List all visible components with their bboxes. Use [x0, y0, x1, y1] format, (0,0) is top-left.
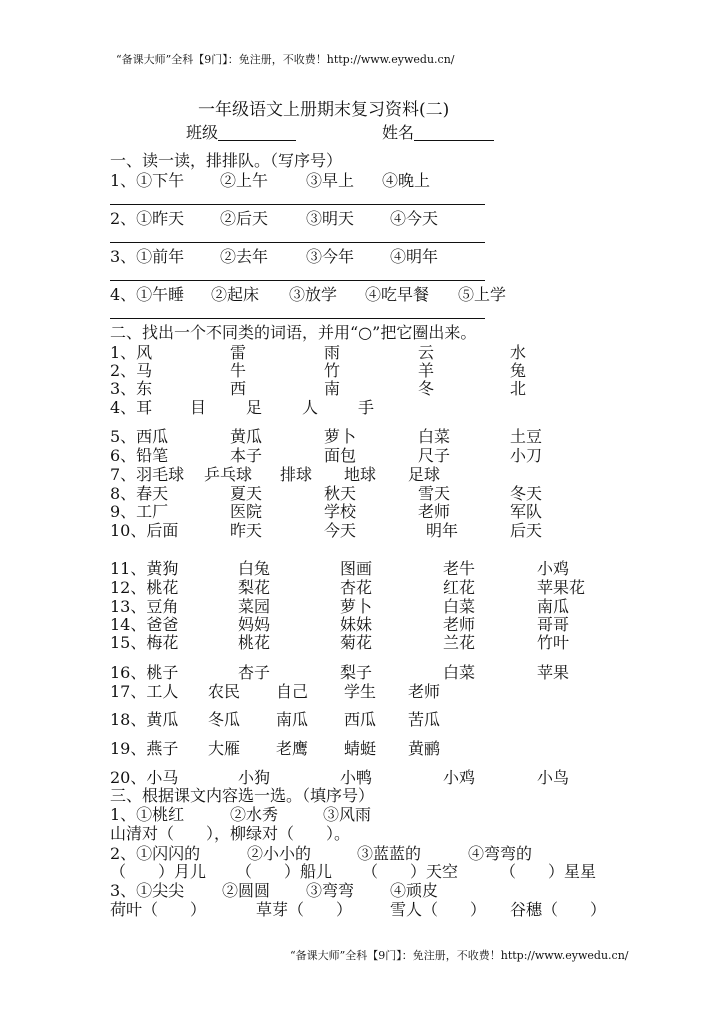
section1-item: ②上午 [220, 171, 269, 190]
class-label: 班级 [186, 123, 219, 142]
answer-line [110, 242, 485, 243]
section2-item: 杏子 [238, 663, 271, 682]
section2-item: 地球 [344, 465, 377, 484]
section2-item: 水 [510, 343, 527, 362]
fill-blank: 荷叶（ ） [110, 900, 207, 919]
section2-item: 4、耳 [110, 398, 153, 417]
section2-item: 老鹰 [276, 739, 309, 758]
section2-item: 哥哥 [537, 615, 570, 634]
section2-item: 杏花 [340, 578, 373, 597]
section2-item: 5、西瓜 [110, 427, 169, 446]
section2-item: 小鸡 [443, 768, 476, 787]
section1-item: 1、①下午 [110, 171, 185, 190]
section2-item: 夏天 [230, 484, 263, 503]
fill-blank: （ ）天空 [362, 862, 459, 881]
section2-item: 老师 [443, 615, 476, 634]
section2-item: 蜻蜓 [344, 739, 377, 758]
section2-item: 小鸡 [537, 559, 570, 578]
section2-item: 梨花 [238, 578, 271, 597]
fill-blank: 草芽（ ） [256, 900, 353, 919]
section2-item: 老师 [408, 682, 441, 701]
section2-item: 17、工人 [110, 682, 179, 701]
section2-item: 目 [190, 398, 207, 417]
section2-item: 白菜 [418, 427, 451, 446]
section2-item: 菊花 [340, 633, 373, 652]
section2-item: 人 [302, 398, 319, 417]
section2-item: 学生 [344, 682, 377, 701]
section2-item: 13、豆角 [110, 597, 179, 616]
name-blank-line [414, 140, 494, 141]
section2-item: 本子 [230, 446, 263, 465]
section2-item: 手 [358, 398, 375, 417]
section2-item: 后天 [510, 521, 543, 540]
section1-item: ③今年 [306, 247, 355, 266]
section2-item: 白菜 [443, 597, 476, 616]
section2-item: 15、梅花 [110, 633, 179, 652]
fill-blank: （ ）星星 [500, 862, 597, 881]
section2-item: 6、铅笔 [110, 446, 169, 465]
section2-item: 秋天 [324, 484, 357, 503]
section2-item: 妈妈 [238, 615, 271, 634]
section2-item: 面包 [324, 446, 357, 465]
section2-item: 小鸟 [537, 768, 570, 787]
section3-heading: 三、根据课文内容选一选。（填序号） [110, 786, 375, 805]
section2-item: 乒乓球 [204, 465, 253, 484]
section2-item: 黄瓜 [230, 427, 263, 446]
option-item: 2、①闪闪的 [110, 844, 201, 863]
section2-item: 苹果花 [537, 578, 586, 597]
section2-item: 苦瓜 [408, 710, 441, 729]
class-blank-line [218, 140, 296, 141]
section2-item: 梨子 [340, 663, 373, 682]
section2-item: 北 [510, 379, 527, 398]
section2-item: 竹叶 [537, 633, 570, 652]
section2-item: 9、工厂 [110, 502, 169, 521]
section2-item: 12、桃花 [110, 578, 179, 597]
option-item: ②圆圆 [222, 881, 271, 900]
option-item: ②水秀 [230, 805, 279, 824]
section2-item: 红花 [443, 578, 476, 597]
section2-item: 南 [324, 379, 341, 398]
section2-item: 今天 [324, 521, 357, 540]
section2-item: 雪天 [418, 484, 451, 503]
answer-line [110, 280, 485, 281]
section1-item: ④今天 [390, 209, 439, 228]
section2-item: 苹果 [537, 663, 570, 682]
option-item: ③风雨 [323, 805, 372, 824]
section2-item: 足球 [408, 465, 441, 484]
fill-blank: 雪人（ ） [390, 900, 487, 919]
option-item: ④弯弯的 [468, 844, 533, 863]
section2-item: 19、燕子 [110, 739, 179, 758]
section2-item: 兔 [510, 361, 527, 380]
section2-item: 尺子 [418, 446, 451, 465]
section2-item: 军队 [510, 502, 543, 521]
section2-item: 16、桃子 [110, 663, 179, 682]
section2-item: 小刀 [510, 446, 543, 465]
section2-item: 南瓜 [537, 597, 570, 616]
section2-item: 足 [246, 398, 263, 417]
section2-item: 大雁 [208, 739, 241, 758]
fill-blank: 谷穗（ ） [510, 900, 607, 919]
section1-item: 2、①昨天 [110, 209, 185, 228]
section2-item: 冬瓜 [208, 710, 241, 729]
page-title: 一年级语文上册期末复习资料(二) [198, 100, 450, 120]
section2-item: 农民 [208, 682, 241, 701]
section1-item: ③放学 [289, 285, 338, 304]
section2-item: 排球 [280, 465, 313, 484]
section2-item: 羊 [418, 361, 435, 380]
option-item: 1、①桃红 [110, 805, 185, 824]
section2-item: 牛 [230, 361, 247, 380]
option-item: ③弯弯 [306, 881, 355, 900]
section2-item: 1、风 [110, 343, 153, 362]
section2-item: 20、小马 [110, 768, 179, 787]
fill-blank: （ ）月儿 [110, 862, 207, 881]
section1-item: ②起床 [211, 285, 260, 304]
section2-item: 黄鹂 [408, 739, 441, 758]
section2-item: 图画 [340, 559, 373, 578]
section1-heading: 一、读一读，排排队。（写序号） [110, 151, 343, 170]
section2-item: 妹妹 [340, 615, 373, 634]
section2-item: 萝卜 [340, 597, 373, 616]
section1-item: ⑤上学 [458, 285, 507, 304]
section1-item: ③明天 [306, 209, 355, 228]
section2-item: 2、马 [110, 361, 153, 380]
fill-blank: （ ）船儿 [236, 862, 333, 881]
option-item: 3、①尖尖 [110, 881, 185, 900]
answer-line [110, 204, 485, 205]
section2-item: 冬天 [510, 484, 543, 503]
section1-item: 3、①前年 [110, 247, 185, 266]
section2-item: 3、东 [110, 379, 153, 398]
section2-item: 竹 [324, 361, 341, 380]
section2-item: 土豆 [510, 427, 543, 446]
section2-item: 小鸭 [340, 768, 373, 787]
section2-item: 白菜 [443, 663, 476, 682]
section2-item: 兰花 [443, 633, 476, 652]
section2-item: 菜园 [238, 597, 271, 616]
answer-line [110, 318, 485, 319]
header-note: “备课大师”全科【9门】：免注册，不收费！http://www.eywedu.cn/ [116, 53, 455, 66]
section1-item: ③早上 [306, 171, 355, 190]
section2-item: 冬 [418, 379, 435, 398]
section3-q1-fill: 山清对（ ），柳绿对（ ）。 [110, 824, 351, 843]
section2-item: 西瓜 [344, 710, 377, 729]
name-label: 姓名 [382, 123, 415, 142]
section1-item: ②后天 [220, 209, 269, 228]
section2-item: 老师 [418, 502, 451, 521]
section2-item: 学校 [324, 502, 357, 521]
section2-item: 桃花 [238, 633, 271, 652]
section2-item: 18、黄瓜 [110, 710, 179, 729]
section2-item: 医院 [230, 502, 263, 521]
section2-item: 雷 [230, 343, 247, 362]
section2-item: 小狗 [238, 768, 271, 787]
section1-item: ④吃早餐 [365, 285, 430, 304]
footer-note: “备课大师”全科【9门】：免注册，不收费！http://www.eywedu.cn/ [290, 949, 629, 962]
option-item: ④顽皮 [390, 881, 439, 900]
section2-item: 南瓜 [276, 710, 309, 729]
section1-item: ④明年 [390, 247, 439, 266]
section2-item: 雨 [324, 343, 341, 362]
section2-heading: 二、找出一个不同类的词语，并用“○”把它圈出来。 [110, 323, 477, 342]
section2-item: 明年 [426, 521, 459, 540]
section2-item: 白兔 [238, 559, 271, 578]
option-item: ②小小的 [247, 844, 312, 863]
section2-item: 11、黄狗 [110, 559, 179, 578]
section2-item: 自己 [276, 682, 309, 701]
section2-item: 西 [230, 379, 247, 398]
section2-item: 14、爸爸 [110, 615, 179, 634]
section2-item: 云 [418, 343, 435, 362]
section2-item: 10、后面 [110, 521, 179, 540]
section2-item: 昨天 [230, 521, 263, 540]
section1-item: 4、①午睡 [110, 285, 185, 304]
option-item: ③蓝蓝的 [357, 844, 422, 863]
section1-item: ②去年 [220, 247, 269, 266]
section1-item: ④晚上 [382, 171, 431, 190]
section2-item: 7、羽毛球 [110, 465, 185, 484]
section2-item: 8、春天 [110, 484, 169, 503]
section2-item: 萝卜 [324, 427, 357, 446]
section2-item: 老牛 [443, 559, 476, 578]
